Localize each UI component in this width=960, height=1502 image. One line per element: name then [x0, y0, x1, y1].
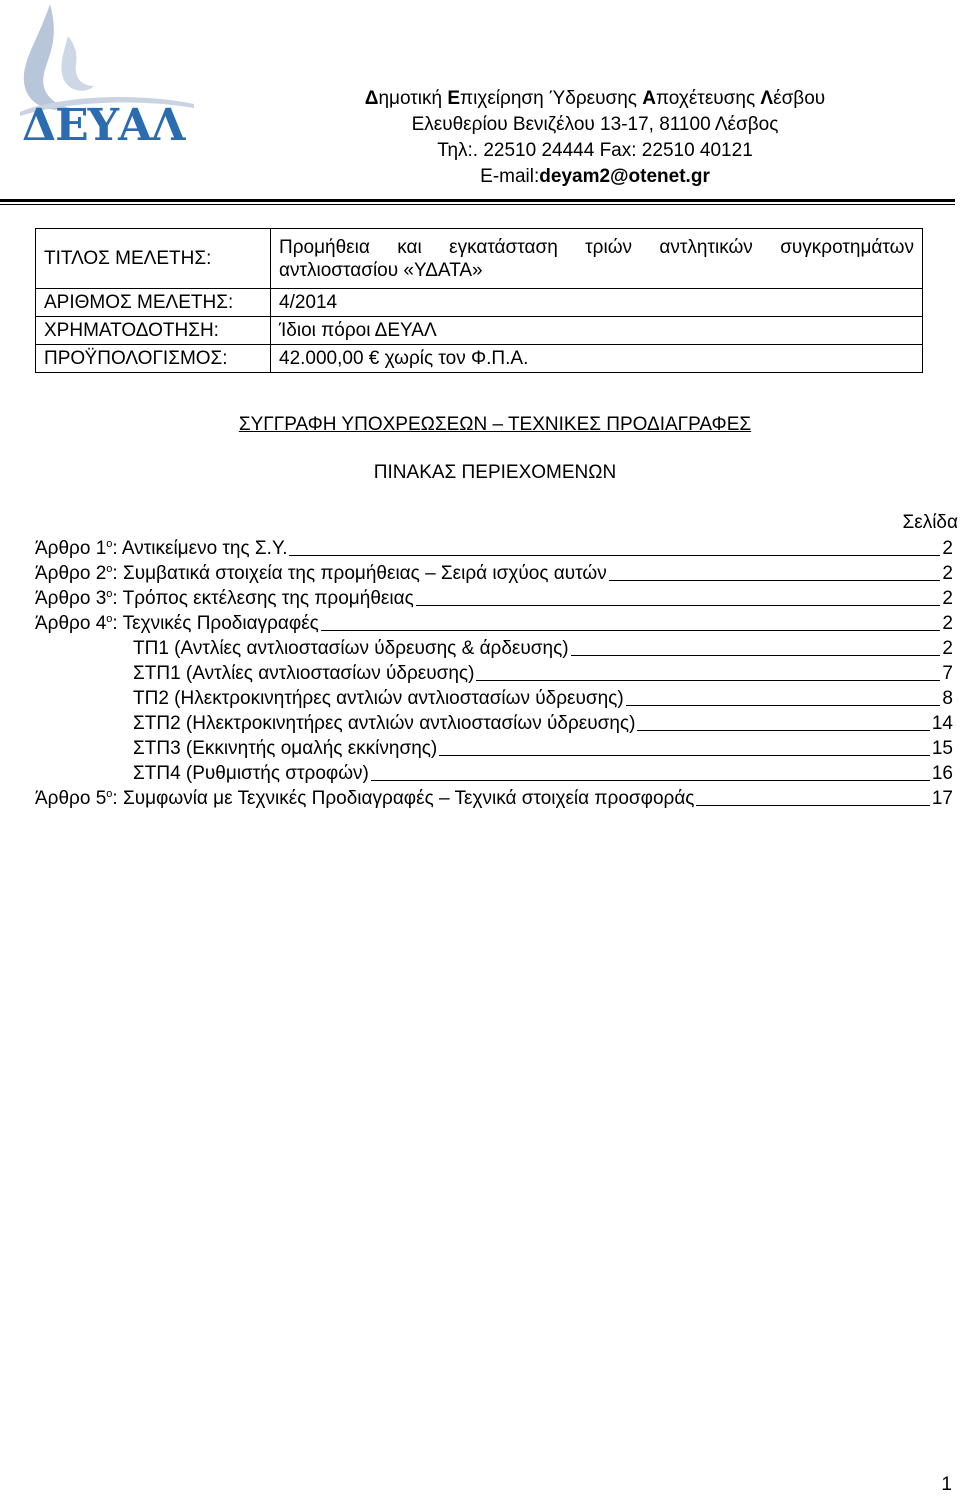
header-rule-thick [0, 199, 955, 202]
email-label: E-mail: [480, 166, 540, 187]
toc-ordinal-sup: ο [106, 613, 113, 625]
meta-row-title [36, 229, 923, 289]
toc-leader-line [476, 679, 940, 681]
toc-entry[interactable] [35, 686, 953, 711]
toc-entry[interactable] [35, 586, 953, 611]
toc-ordinal-sup: ο [106, 788, 113, 800]
toc-entry-text [133, 736, 437, 761]
toc-ordinal-sup: ο [106, 588, 113, 600]
org-name: Δημοτική Επιχείρηση Ύδρευσης Αποχέτευσης Λέσβου [364, 88, 826, 109]
toc-leader-line [371, 779, 930, 781]
toc-title: ΠΙΝΑΚΑΣ ΠΕΡΙΕΧΟΜΕΝΩΝ [373, 462, 617, 483]
funding-label: ΧΡΗΜΑΤΟΔΟΤΗΣΗ: [36, 317, 271, 345]
toc-entry-text [133, 686, 624, 711]
table-of-contents [35, 536, 953, 811]
toc-article-prefix: Άρθρο 4 [35, 613, 107, 634]
meta-row-budget [36, 345, 923, 373]
toc-entry[interactable] [35, 761, 953, 786]
org-address: Ελευθερίου Βενιζέλου 13-17, 81100 Λέσβος [411, 114, 779, 135]
toc-page-number: 2 [942, 538, 953, 559]
toc-leader-line [626, 704, 941, 706]
toc-page-number: 17 [931, 788, 953, 809]
toc-entry-text [133, 636, 569, 661]
toc-entry-text [35, 536, 287, 561]
header-rule-thin [0, 204, 955, 205]
toc-article-prefix: Άρθρο 5 [35, 788, 107, 809]
toc-page-number: 2 [942, 563, 953, 584]
org-header [300, 86, 890, 190]
toc-ordinal-sup: ο [106, 538, 113, 550]
toc-entry-text [133, 761, 369, 786]
toc-entry-title: : Τρόπος εκτέλεσης της προμήθειας [112, 588, 414, 609]
toc-page-column-label: Σελίδα [902, 512, 958, 533]
toc-leader-line [321, 629, 941, 631]
toc-entry[interactable] [35, 711, 953, 736]
toc-page-number: 2 [942, 613, 953, 634]
toc-leader-line [571, 654, 941, 656]
toc-entry-title: : Αντικείμενο της Σ.Υ. [112, 538, 288, 559]
number-value: 4/2014 [271, 289, 923, 317]
meta-row-funding [36, 317, 923, 345]
toc-entry-title: : Τεχνικές Προδιαγραφές [112, 613, 319, 634]
toc-page-number: 7 [942, 663, 953, 684]
toc-entry-title: ΣΤΠ3 (Εκκινητής ομαλής εκκίνησης) [133, 738, 438, 759]
budget-value: 42.000,00 € χωρίς τον Φ.Π.Α. [271, 345, 923, 373]
org-email-line [300, 164, 890, 190]
toc-entry[interactable] [35, 561, 953, 586]
toc-entry[interactable] [35, 636, 953, 661]
toc-page-number: 16 [931, 763, 953, 784]
company-logo [8, 0, 198, 150]
toc-entry-title: ΣΤΠ2 (Ηλεκτροκινητήρες αντλιών αντλιοστασίων ύδρευσης) [133, 713, 636, 734]
page-number: 1 [941, 1474, 952, 1495]
toc-entry[interactable] [35, 786, 953, 811]
toc-leader-line [439, 754, 930, 756]
toc-article-prefix: Άρθρο 2 [35, 563, 107, 584]
toc-entry-title: ΣΤΠ4 (Ρυθμιστής στροφών) [133, 763, 369, 784]
toc-page-number: 14 [931, 713, 953, 734]
toc-leader-line [416, 604, 941, 606]
budget-label: ΠΡΟΫΠΟΛΟΓΙΣΜΟΣ: [36, 345, 271, 373]
toc-entry-text [35, 586, 414, 611]
toc-entry-text [133, 661, 474, 686]
toc-entry-text [35, 611, 319, 636]
toc-article-prefix: Άρθρο 3 [35, 588, 107, 609]
funding-value: Ίδιοι πόροι ΔΕΥΑΛ [271, 317, 923, 345]
toc-page-number: 8 [942, 688, 953, 709]
toc-ordinal-sup: ο [106, 563, 113, 575]
toc-entry-title: ΣΤΠ1 (Αντλίες αντλιοστασίων ύδρευσης) [133, 663, 475, 684]
toc-page-number: 2 [942, 638, 953, 659]
document-heading: ΣΥΓΓΡΑΦΗ ΥΠΟΧΡΕΩΣΕΩΝ – ΤΕΧΝΙΚΕΣ ΠΡΟΔΙΑΓΡΑΦΕΣ [238, 414, 752, 435]
meta-row-number [36, 289, 923, 317]
toc-leader-line [696, 804, 929, 806]
toc-entry[interactable] [35, 536, 953, 561]
title-value: Προμήθεια και εγκατάσταση τριών αντλητικών συγκροτημάτων αντλιοστασίου «ΥΔΑΤΑ» [271, 229, 923, 289]
toc-leader-line [609, 579, 941, 581]
toc-entry-text [35, 561, 607, 586]
title-label: ΤΙΤΛΟΣ ΜΕΛΕΤΗΣ: [36, 229, 271, 289]
toc-entry[interactable] [35, 611, 953, 636]
toc-page-number: 15 [931, 738, 953, 759]
toc-leader-line [637, 729, 929, 731]
toc-entry[interactable] [35, 661, 953, 686]
org-phone-fax: Τηλ:. 22510 24444 Fax: 22510 40121 [437, 140, 753, 161]
toc-entry-title: ΤΠ2 (Ηλεκτροκινητήρες αντλιών αντλιοστασίων ύδρευσης) [133, 688, 624, 709]
logo-text: ΔΕΥΑΛ [22, 100, 185, 150]
toc-entry-text [133, 711, 635, 736]
toc-entry[interactable] [35, 736, 953, 761]
email-link[interactable]: deyam2@otenet.gr [539, 166, 710, 187]
toc-entry-text [35, 786, 694, 811]
toc-entry-title: : Συμφωνία με Τεχνικές Προδιαγραφές – Τεχνικά στοιχεία προσφοράς [112, 788, 695, 809]
toc-entry-title: ΤΠ1 (Αντλίες αντλιοστασίων ύδρευσης & άρδευσης) [133, 638, 569, 659]
toc-entry-title: : Συμβατικά στοιχεία της προμήθειας – Σειρά ισχύος αυτών [112, 563, 607, 584]
study-meta-table [35, 228, 923, 373]
toc-article-prefix: Άρθρο 1 [35, 538, 107, 559]
toc-leader-line [289, 554, 940, 556]
number-label: ΑΡΙΘΜΟΣ ΜΕΛΕΤΗΣ: [36, 289, 271, 317]
toc-page-number: 2 [942, 588, 953, 609]
